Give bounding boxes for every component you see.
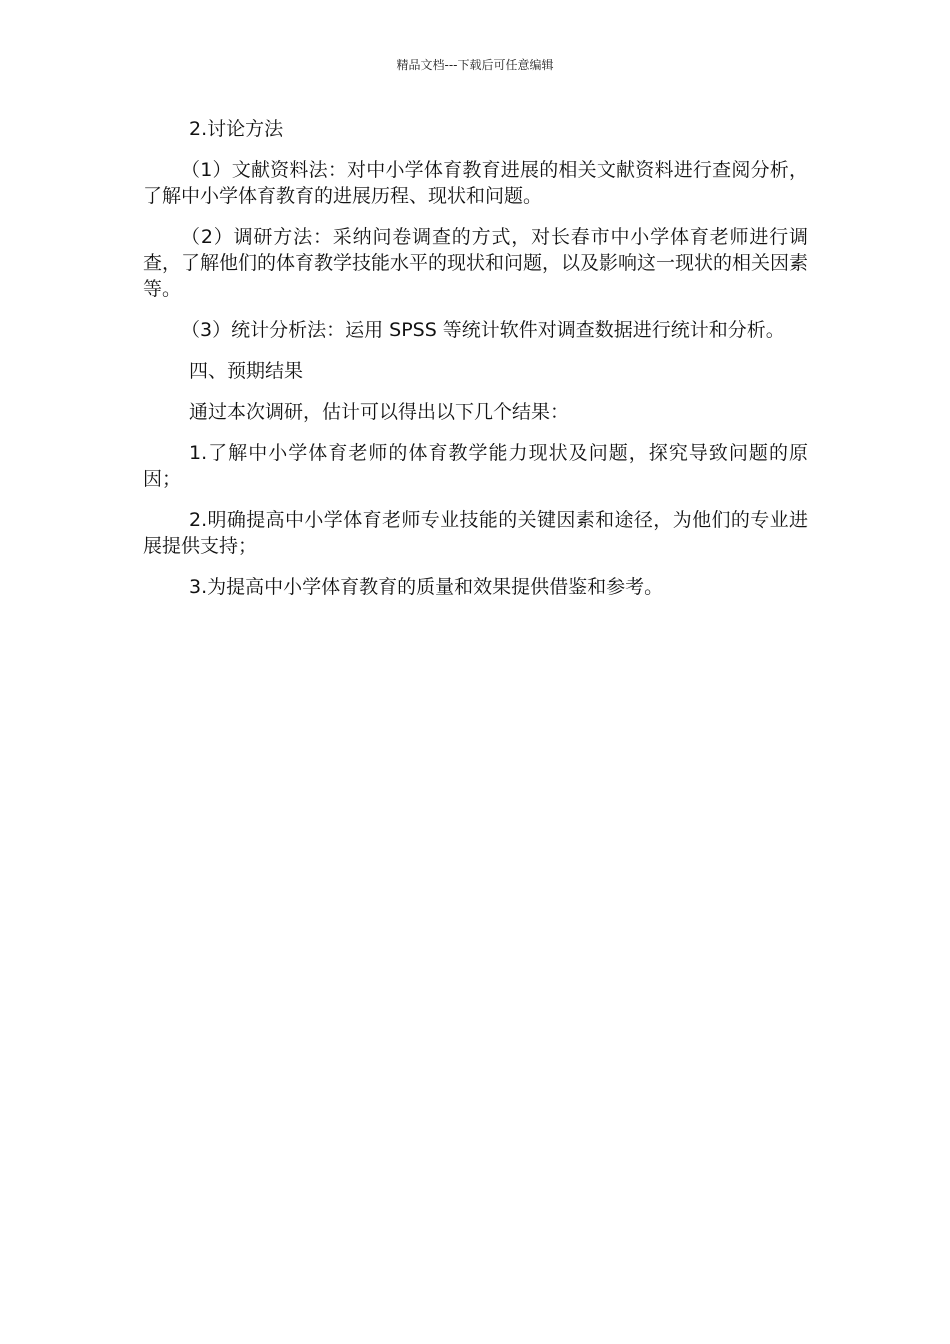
- section-heading-research-methods: 2.讨论方法: [189, 118, 284, 140]
- result-item-3: 3.为提高中小学体育教育的质量和效果提供借鉴和参考。: [189, 576, 664, 598]
- section-heading-expected-results: 四、预期结果: [189, 360, 304, 382]
- document-body: [143, 116, 808, 615]
- page-header: 精品文档---下载后可任意编辑: [396, 58, 554, 72]
- method-statistics-paragraph: （3）统计分析法：运用 SPSS 等统计软件对调查数据进行统计和分析。: [181, 319, 785, 341]
- method-literature-paragraph: （1）文献资料法：对中小学体育教育进展的相关文献资料进行查阅分析，了解中小学体育教育的进展历程、现状和问题。: [143, 159, 808, 207]
- result-item-1: 1.了解中小学体育老师的体育教学能力现状及问题，探究导致问题的原因；: [143, 442, 808, 490]
- results-intro-paragraph: 通过本次调研，估计可以得出以下几个结果：: [189, 401, 570, 423]
- method-survey-paragraph: （2）调研方法：采纳问卷调查的方式，对长春市中小学体育老师进行调查，了解他们的体育教学技能水平的现状和问题，以及影响这一现状的相关因素等。: [143, 226, 809, 300]
- result-item-2: 2.明确提高中小学体育老师专业技能的关键因素和途径，为他们的专业进展提供支持；: [143, 509, 808, 557]
